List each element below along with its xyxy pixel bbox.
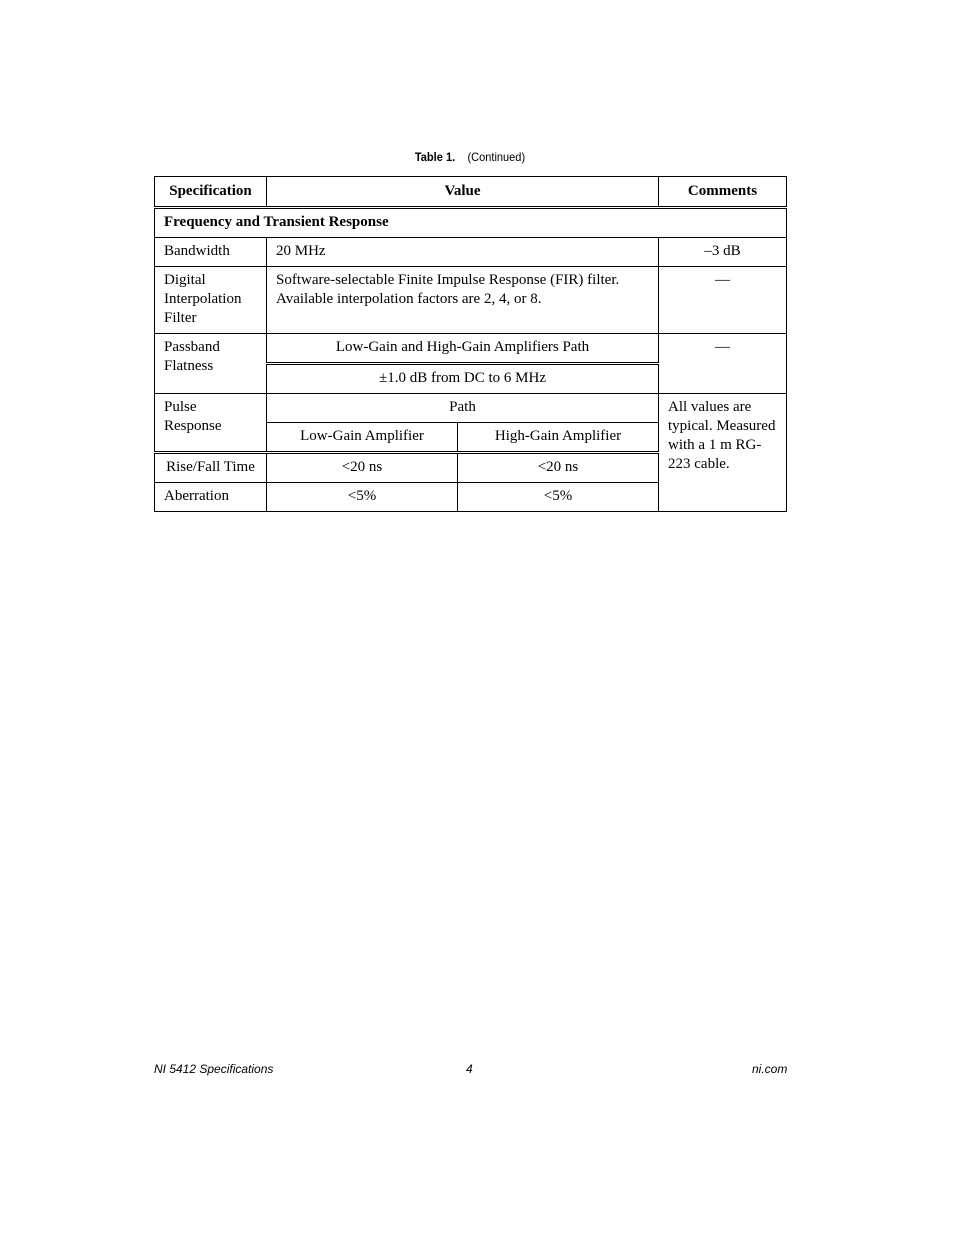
passband-path-label: Low-Gain and High-Gain Amplifiers Path	[267, 334, 659, 364]
footer-website: ni.com	[752, 1062, 788, 1076]
aberration-label: Aberration	[155, 483, 267, 512]
pulse-path-label: Path	[267, 394, 659, 423]
pulse-comment: All values are typical. Measured with a 1 m RG-223 cable.	[659, 394, 787, 512]
passband-value: ±1.0 dB from DC to 6 MHz	[267, 364, 659, 394]
header-comments: Comments	[659, 177, 787, 208]
dif-value: Software-selectable Finite Impulse Response (FIR) filter. Available interpolation factors are 2, 4, or 8.	[267, 267, 659, 334]
dif-spec: Digital Interpolation Filter	[155, 267, 267, 334]
pulse-col-high: High-Gain Amplifier	[458, 423, 659, 453]
table-row	[155, 267, 787, 334]
dif-comment: —	[659, 267, 787, 334]
section-title: Frequency and Transient Response	[155, 208, 787, 238]
pulse-col-low: Low-Gain Amplifier	[267, 423, 458, 453]
bandwidth-comment: –3 dB	[659, 238, 787, 267]
footer-title: NI 5412 Specifications	[154, 1062, 274, 1076]
aberration-high: <5%	[458, 483, 659, 512]
table-row	[155, 334, 787, 364]
bandwidth-spec: Bandwidth	[155, 238, 267, 267]
table-header-row	[155, 177, 787, 208]
table-row	[155, 238, 787, 267]
table-caption-label: Table 1.	[414, 150, 456, 164]
table-caption-text: (Continued)	[467, 150, 526, 164]
passband-spec: Passband Flatness	[155, 334, 267, 394]
risefall-label: Rise/Fall Time	[155, 453, 267, 483]
section-row	[155, 208, 787, 238]
header-specification: Specification	[155, 177, 267, 208]
passband-comment: —	[659, 334, 787, 394]
header-value: Value	[267, 177, 659, 208]
risefall-high: <20 ns	[458, 453, 659, 483]
pulse-spec: Pulse Response	[155, 394, 267, 453]
footer-page-number: 4	[466, 1062, 473, 1076]
spec-table	[154, 176, 787, 512]
aberration-low: <5%	[267, 483, 458, 512]
bandwidth-value: 20 MHz	[267, 238, 659, 267]
table-caption	[179, 150, 760, 164]
table-row	[155, 394, 787, 423]
risefall-low: <20 ns	[267, 453, 458, 483]
